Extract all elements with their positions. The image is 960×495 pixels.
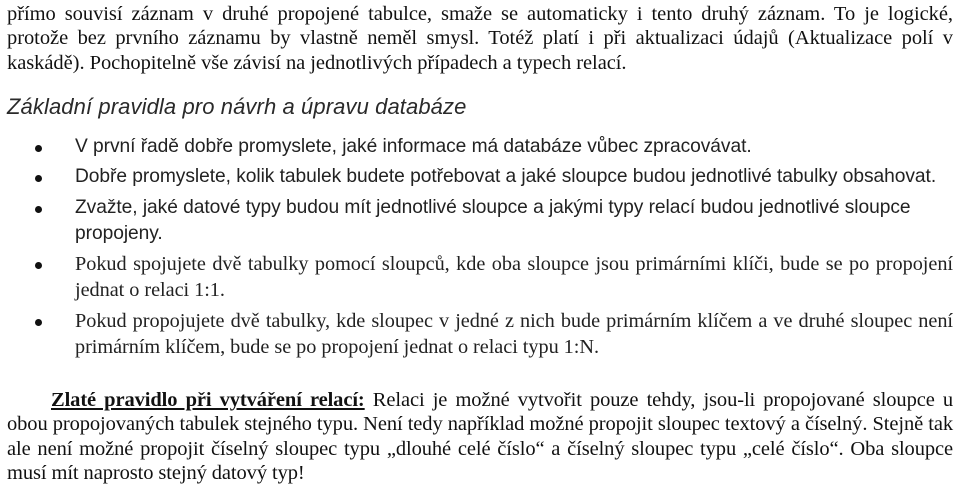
bullet-dot-icon [35, 145, 42, 152]
bullet-dot-icon [35, 262, 42, 269]
golden-rule-paragraph [7, 388, 953, 486]
rules-list [0, 134, 960, 364]
bullet-dot-icon [35, 175, 42, 182]
list-item [0, 195, 960, 248]
section-heading: Základní pravidla pro návrh a úpravu databáze [7, 94, 467, 119]
list-item-text: V první řadě dobře promyslete, jaké informace má databáze vůbec zpracovávat. [75, 136, 752, 157]
list-item [0, 164, 960, 190]
list-item-text: Pokud propojujete dvě tabulky, kde sloupec v jedné z nich bude primárním klíčem a ve druhé sloupec není primárním klíčem, bude se po propojení jednat o relaci typu 1:N. [75, 309, 953, 359]
bullet-dot-icon [35, 319, 42, 326]
list-item-text: Pokud spojujete dvě tabulky pomocí sloupců, kde oba sloupce jsou primárními klíči, bude se po propojení jednat o relaci 1:1. [75, 253, 953, 302]
list-item [0, 251, 960, 304]
list-item-text: Dobře promyslete, kolik tabulek budete potřebovat a jaké sloupce budou jednotlivé tabulky obsahovat. [75, 166, 937, 188]
golden-rule-label: Zlaté pravidlo při vytváření relací: [51, 389, 365, 411]
golden-rule-text: Relaci je možné vytvořit pouze tehdy, jsou-li propojované sloupce u obou propojovaných tabulek stejného typu. Není tedy například možné propojit sloupec textový a číselný. Stejně tak ale není možné propojit číselný sloupec typu „dlouhé celé číslo“ a číselný sloupec typu „celé číslo“. Oba sloupce musí mít naprosto stejný datový typ! [7, 389, 954, 485]
list-item-text: Zvažte, jaké datové typy budou mít jednotlivé sloupce a jakými typy relací budou jednotlivé sloupce propojeny. [75, 196, 911, 244]
list-item [0, 308, 960, 361]
bullet-dot-icon [35, 206, 42, 213]
intro-paragraph: přímo souvisí záznam v druhé propojené tabulce, smaže se automaticky i tento druhý záznam. To je logické, protože bez prvního záznamu by vlastně neměl smysl. Totéž platí i při aktualizaci údajů (Aktualizace polí v kaskádě). Pochopitelně vše závisí na jednotlivých případech a typech relací. [7, 3, 953, 74]
list-item [0, 134, 960, 160]
